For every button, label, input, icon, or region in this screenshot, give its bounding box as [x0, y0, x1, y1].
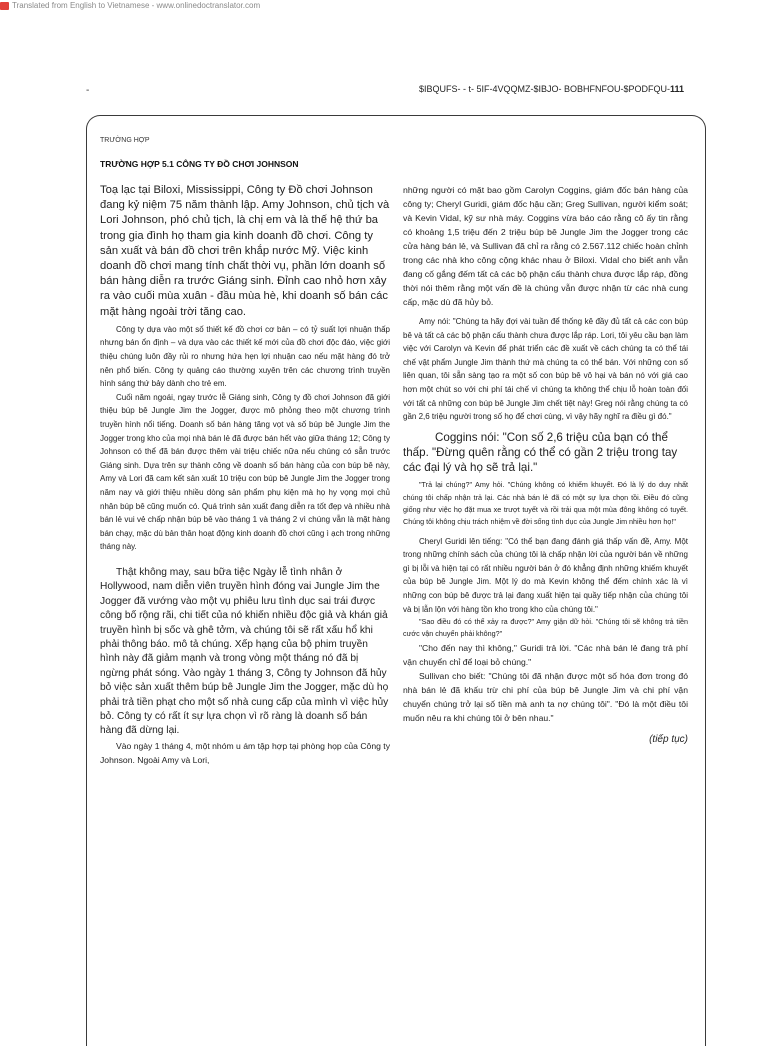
continued-note	[403, 733, 688, 747]
pull-paragraph: Coggins nói: "Con số 2,6 triệu của bạn có thể thấp. "Đừng quên rằng có thể có gần 2 triệu trong tay các đại lý và họ sẽ trả lại."	[403, 430, 678, 475]
right-column	[403, 183, 688, 746]
body-paragraph: "Cho đến nay thì không," Guridi trả lời. "Các nhà bán lẻ đang trả phí vận chuyển chỉ để loại bỏ chúng."	[403, 642, 688, 667]
running-head	[419, 84, 684, 94]
body-paragraph: Vào ngày 1 tháng 4, một nhóm u ám tập hợp tại phòng họp của Công ty Johnson. Ngoài Amy và Lori,	[100, 740, 390, 765]
body-paragraph: "Trả lại chúng?" Amy hỏi. "Chúng không có khiếm khuyết. Đó là lý do duy nhất chúng tôi chấp nhận trả lại. Các nhà bán lẻ đã có một sự lựa chọn tồi. Điều đó cũng giống như việc họ đặt mua xe trượt tuyết và rồi trải qua một mùa đông không có tuyết. Chúng tôi không chịu trách nhiệm về đời sống tình dục của Jungle Jim nhiều hơn họ!"	[403, 480, 688, 527]
translation-banner[interactable]	[0, 0, 260, 11]
banner-text: Translated from English to Vietnamese - www.onlinedoctranslator.com	[12, 1, 261, 10]
body-paragraph: Công ty dựa vào một số thiết kế đồ chơi cơ bản – có tỷ suất lợi nhuận thấp nhưng bán ổn định – và dựa vào các thiết kế mới của đồ chơi độc đáo, việc giới thiệu chúng luôn đầy rủi ro nhưng hứa hẹn lợi nhuận cao nếu mặt hàng đó trở nên phổ biến. Công ty quảng cáo thường xuyên trên các chương trình truyền hình sáng thứ bảy dành cho trẻ em.	[100, 324, 390, 389]
case-title: TRƯỜNG HỢP 5.1 CÔNG TY ĐỒ CHƠI JOHNSON	[100, 159, 299, 169]
header-dash: -	[86, 85, 90, 96]
body-paragraph: những người có mặt bao gồm Carolyn Coggins, giám đốc bán hàng của công ty; Cheryl Guridi, giám đốc hậu cần; Greg Sullivan, người kiểm soát; và Kevin Vidal, kỹ sư nhà máy. Coggins vừa báo cáo rằng cô ấy tin rằng có khoảng 1,5 triệu đến 2 triệu búp bê Jungle Jim the Jogger trong các cửa hàng bán lẻ, và Sullivan đã chỉ ra rằng có 2.567.112 chiếc hoàn chỉnh trong các nhà kho công cộng khác nhau ở Biloxi. Vidal cho biết anh vẫn đang cố gắng đếm tất cả các bộ phận cấu thành chưa được lắp ráp, đồng thời nói thêm rằng một vấn đề là chúng vẫn được nhận từ các nhà cung cấp, mặc dù đã hủy bỏ.	[403, 185, 688, 307]
page-number: 111	[669, 84, 684, 94]
body-paragraph: "Sao điều đó có thể xảy ra được?" Amy giận dữ hỏi. "Chúng tôi sẽ không trả tiền cước vận chuyển phải không?"	[403, 617, 688, 639]
running-head-text: $IBQUFS- - t- 5IF-4VQQMZ-$IBJO- BOBHFNFOU-$PODFQU-	[418, 84, 670, 94]
case-label: TRƯỜNG HỢP	[100, 137, 150, 144]
left-column	[100, 183, 390, 767]
continued-text: (tiếp tục)	[649, 733, 688, 745]
body-paragraph: Sullivan cho biết: "Chúng tôi đã nhận được một số hóa đơn trong đó nhà bán lẻ đã khấu trừ chi phí của búp bê Jungle Jim và chi phí vận chuyển chúng trở lại số tiền mà anh ta nợ chúng tôi". "Đó là một điều tôi muốn nêu ra khi chúng tôi ở bên nhau."	[403, 670, 688, 723]
body-paragraph: Cuối năm ngoái, ngay trước lễ Giáng sinh, Công ty đồ chơi Johnson đã giới thiệu búp bê Jungle Jim the Jogger, được mô phỏng theo một chương trình truyền hình nổi tiếng. Doanh số bán hàng tăng vọt và số búp bê Jungle Jim the Jogger trong kho của mọi nhà bán lẻ đã được bán hết vào giữa tháng 12; Công ty Johnson có thể đã bán được thêm vài triệu chiếc nữa nếu chúng có sẵn trước Giáng sinh. Dựa trên sự thành công về doanh số bán hàng của con búp bê này, Amy và Lori đã cam kết sản xuất 10 triệu con búp bê Jungle Jim the Jogger trong năm nay và giới thiệu nhiều dòng sản phẩm phụ kiện mà họ hy vọng mọi chủ nhân búp bê cũng muốn có. Quá trình sản xuất đang diễn ra tốt đẹp và nhiều nhà bán lẻ vui vẻ chấp nhận búp bê vào tháng 1 và tháng 2 vì chúng vẫn là mặt hàng bán chạy, mặc dù bản thân hoạt động kinh doanh đồ chơi cũng ì ạch trong những tháng này.	[100, 392, 390, 552]
body-paragraph: Thật không may, sau bữa tiệc Ngày lễ tình nhân ở Hollywood, nam diễn viên truyền hình đóng vai Jungle Jim the Jogger đã vướng vào một vụ phiêu lưu tình dục sai trái được công bố rộng rãi, chi tiết của nó khiến nhiều độc giả và khán giả truyền hình bị sốc và ghê tởm, và chúng tôi sẽ rất xấu hổ khi phải thông báo. mô tả chúng. Xếp hạng của bộ phim truyền hình này đã giảm mạnh và trong vòng một tháng nó đã bị ngừng phát sóng. Vào ngày 1 tháng 3, Công ty Johnson đã hủy bỏ việc sản xuất thêm búp bê Jungle Jim the Jogger, mặc dù họ phải trả tiền phạt cho một số nhà cung cấp của mình vì việc hủy bỏ. Công ty có rất ít sự lựa chọn vì rõ ràng là doanh số bán hàng đã dừng lại.	[100, 566, 389, 737]
body-paragraph: Amy nói: "Chúng ta hãy đợi vài tuần để thống kê đầy đủ tất cả các con búp bê và tất cả các bộ phận cấu thành chưa được lắp ráp. Lori, tôi yêu cầu bạn làm việc với Carolyn và Kevin để phát triển các đề xuất về cách chúng ta có thể tái chế vật phẩm Jungle Jim thành thứ mà chúng ta có thể bán. Với những con số liên quan, tôi sẵn sàng tạo ra một số con búp bê vô hại và bán nó với giá cao hơn một chút so với chi phí tái chế vì chúng ta không thể chịu lỗ hoàn toàn đối với tất cả những con búp bê Jungle Jim chết tiệt này! Greg nói rằng chúng ta có gần 2,6 triệu người trong số họ để chơi cùng, vì vậy hãy nghĩ ra điều gì đó."	[403, 317, 688, 422]
translator-logo-icon	[0, 2, 9, 10]
intro-paragraph: Toạ lạc tại Biloxi, Mississippi, Công ty Đồ chơi Johnson đang kỷ niệm 75 năm thành lập. Amy Johnson, chủ tịch và Lori Johnson, phó chủ tịch, là chị em và là thế hệ thứ ba trong gia đình họ tham gia kinh doanh đồ chơi. Công ty sản xuất và bán đồ chơi trên khắp nước Mỹ. Việc kinh doanh đồ chơi mang tính chất thời vụ, phần lớn doanh số bán hàng diễn ra trước Giáng sinh. Đỉnh cao nhỏ hơn xảy ra vào cuối mùa xuân - đầu mùa hè, khi doanh số bán các mặt hàng ngoài trời tăng cao.	[100, 184, 390, 318]
body-paragraph: Cheryl Guridi lên tiếng: "Có thể bạn đang đánh giá thấp vấn đề, Amy. Một trong những chính sách của chúng tôi là chấp nhận lời của người bán về những gì bị lỗi và hiện tại có rất nhiều người bán ở đó khẳng định những khiếm khuyết của búp bê Jungle Jim. Một lý do mà Kevin không thể đếm chính xác là vì những con búp bê được trả lại đang xuất hiện tại quầy tiếp nhận của chúng tôi và bị lẫn lộn với hàng tồn kho trong kho của chúng tôi."	[403, 536, 688, 614]
